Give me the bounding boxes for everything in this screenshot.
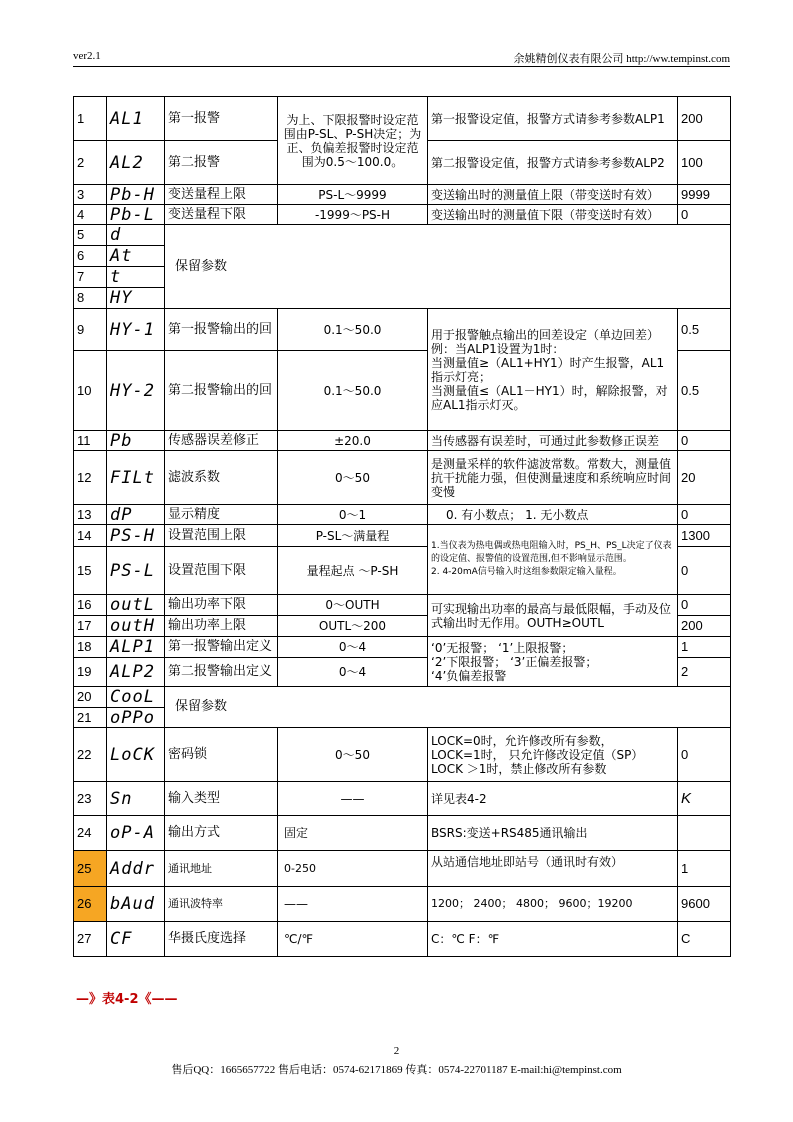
param-range: —— [278, 782, 428, 816]
page-number: 2 [393, 1045, 400, 1057]
param-range: ℃/℉ [278, 922, 428, 957]
param-default: K [678, 782, 731, 816]
param-name: 输出功率上限 [165, 616, 278, 637]
param-range: 0～OUTH [278, 595, 428, 616]
param-code: FILt [107, 451, 165, 505]
param-name: 输入类型 [165, 782, 278, 816]
row-number: 11 [74, 431, 107, 451]
param-name: 设置范围下限 [165, 547, 278, 595]
table-row [74, 887, 731, 922]
param-default: 9600 [678, 887, 731, 922]
param-code: PS-L [107, 547, 165, 595]
param-range: 0.1～50.0 [278, 309, 428, 351]
param-code: CooL [107, 687, 165, 708]
desc-line: 用于报警触点输出的回差设定（单边回差） [431, 327, 660, 342]
range-limit-desc [428, 525, 678, 595]
table-row [74, 816, 731, 851]
param-code: Pb-L [107, 205, 165, 225]
param-name: 密码锁 [165, 728, 278, 782]
row-number: 2 [74, 141, 107, 185]
param-default: 200 [678, 97, 731, 141]
row-number: 9 [74, 309, 107, 351]
param-code: HY-2 [107, 351, 165, 431]
table-row [74, 309, 731, 351]
desc-line: 当测量值≤（AL1－HY1）时，解除报警，对应AL1指示灯灭。 [431, 383, 668, 412]
param-name: 输出功率下限 [165, 595, 278, 616]
param-name: 变送量程上限 [165, 185, 278, 205]
row-number: 6 [74, 246, 107, 267]
param-code: d [107, 225, 165, 246]
table-row [74, 205, 731, 225]
param-range: P-SL～满量程 [278, 525, 428, 547]
param-default: 0 [678, 547, 731, 595]
param-name: 输出方式 [165, 816, 278, 851]
param-default: 2 [678, 658, 731, 687]
desc-line: LOCK=1时， 只允许修改设定值（SP） [431, 747, 644, 762]
param-desc: 1200； 2400； 4800； 9600；19200 [428, 887, 678, 922]
alarm-range-text: 为上、下限报警时设定范围由P-SL、P-SH决定；为正、负偏差报警时设定范围为0.5～100.0。 [283, 112, 422, 169]
hysteresis-desc [428, 309, 678, 431]
row-number: 5 [74, 225, 107, 246]
desc-line: ‘2’下限报警； ‘3’正偏差报警； [431, 654, 598, 669]
param-name: 第一报警 [165, 97, 278, 141]
param-default [678, 816, 731, 851]
param-default: 20 [678, 451, 731, 505]
param-desc: 变送输出时的测量值上限（带变送时有效） [428, 185, 678, 205]
param-default: 0 [678, 595, 731, 616]
param-name: 显示精度 [165, 505, 278, 525]
desc-line: 2. 4-20mA信号输入时这组参数限定输入量程。 [431, 567, 622, 577]
table-row [74, 185, 731, 205]
param-range: -1999～PS-H [278, 205, 428, 225]
param-default: 0.5 [678, 351, 731, 431]
param-range: 0.1～50.0 [278, 351, 428, 431]
desc-line: LOCK ＞1时，禁止修改所有参数 [431, 761, 607, 776]
param-code: ALP1 [107, 637, 165, 658]
row-number: 16 [74, 595, 107, 616]
param-desc: 详见表4-2 [428, 782, 678, 816]
row-number: 8 [74, 288, 107, 309]
param-range: 0～50 [278, 728, 428, 782]
param-name: 第二报警输出定义 [165, 658, 278, 687]
param-code: oPPo [107, 708, 165, 728]
table-row [74, 505, 731, 525]
row-number: 23 [74, 782, 107, 816]
version-label: ver2.1 [73, 50, 101, 62]
reserved-params: 保留参数 [165, 225, 731, 309]
param-code: AL2 [107, 141, 165, 185]
param-range: 0～50 [278, 451, 428, 505]
param-default: 0.5 [678, 309, 731, 351]
desc-line: 1.当仪表为热电偶或热电阻输入时，PS_H、PS_L决定了仪表的设定值、报警值的设置范围,但不影响显示范围。 [431, 541, 672, 564]
row-number: 20 [74, 687, 107, 708]
table-reference-heading: —》表4-2《—— [76, 992, 178, 1007]
param-name: 滤波系数 [165, 451, 278, 505]
param-code: Sn [107, 782, 165, 816]
param-desc: 是测量采样的软件滤波常数。常数大，测量值抗干扰能力强，但使测量速度和系统响应时间变慢 [428, 451, 678, 505]
param-code: Pb-H [107, 185, 165, 205]
row-number: 3 [74, 185, 107, 205]
param-name: 传感器误差修正 [165, 431, 278, 451]
page-footer: 售后QQ：1665657722 售后电话：0574-62171869 传真：0574-22701187 E-mail:hi@tempinst.com [171, 1064, 622, 1076]
desc-line: 当测量值≥（AL1+HY1）时产生报警，AL1指示灯亮； [431, 355, 665, 384]
desc-line: ‘0’无报警； ‘1’上限报警； [431, 640, 574, 655]
param-code: bAud [107, 887, 165, 922]
param-range: 0～4 [278, 637, 428, 658]
row-number: 18 [74, 637, 107, 658]
row-number: 1 [74, 97, 107, 141]
param-name: 通讯地址 [165, 851, 278, 887]
table-row [74, 851, 731, 887]
desc-line: 例：当ALP1设置为1时： [431, 341, 565, 356]
param-range: ±20.0 [278, 431, 428, 451]
table-row [74, 451, 731, 505]
desc-line: ‘4’负偏差报警 [431, 668, 507, 683]
param-range: 0～4 [278, 658, 428, 687]
param-code: AL1 [107, 97, 165, 141]
param-range: 固定 [278, 816, 428, 851]
param-desc: 从站通信地址即站号（通讯时有效） [428, 851, 678, 887]
param-range: OUTL～200 [278, 616, 428, 637]
param-default: 200 [678, 616, 731, 637]
param-desc: 当传感器有误差时，可通过此参数修正误差 [428, 431, 678, 451]
param-desc: C：℃ F：℉ [428, 922, 678, 957]
row-number: 25 [74, 851, 107, 887]
param-code: LoCK [107, 728, 165, 782]
param-name: 第二报警输出的回 [165, 351, 278, 431]
row-number: 21 [74, 708, 107, 728]
param-name: 第一报警输出的回 [165, 309, 278, 351]
param-range: PS-L～9999 [278, 185, 428, 205]
param-code: Pb [107, 431, 165, 451]
row-number: 15 [74, 547, 107, 595]
param-code: HY-1 [107, 309, 165, 351]
company-info: 余姚精创仪表有限公司 http://ww.tempinst.com [513, 53, 730, 65]
lock-desc [428, 728, 678, 782]
param-code: t [107, 267, 165, 288]
row-number: 17 [74, 616, 107, 637]
param-desc: 第一报警设定值，报警方式请参考参数ALP1 [428, 97, 678, 141]
param-name: 第一报警输出定义 [165, 637, 278, 658]
param-code: Addr [107, 851, 165, 887]
param-default: 1 [678, 637, 731, 658]
param-range [278, 97, 428, 185]
param-default: 0 [678, 505, 731, 525]
row-number: 12 [74, 451, 107, 505]
reserved-params: 保留参数 [165, 687, 731, 728]
table-row [74, 687, 731, 708]
param-code: oP-A [107, 816, 165, 851]
row-number: 10 [74, 351, 107, 431]
param-range: 量程起点 ～P-SH [278, 547, 428, 595]
row-number: 7 [74, 267, 107, 288]
table-row [74, 431, 731, 451]
param-default: 0 [678, 431, 731, 451]
param-name: 设置范围上限 [165, 525, 278, 547]
row-number: 19 [74, 658, 107, 687]
param-default: C [678, 922, 731, 957]
param-range: —— [278, 887, 428, 922]
param-code: outL [107, 595, 165, 616]
row-number: 24 [74, 816, 107, 851]
param-name: 第二报警 [165, 141, 278, 185]
table-row [74, 637, 731, 658]
param-default: 0 [678, 205, 731, 225]
param-code: ALP2 [107, 658, 165, 687]
param-desc: 变送输出时的测量值下限（带变送时有效） [428, 205, 678, 225]
row-number: 27 [74, 922, 107, 957]
table-row [74, 525, 731, 547]
param-default: 9999 [678, 185, 731, 205]
param-code: PS-H [107, 525, 165, 547]
desc-line: LOCK=0时，允许修改所有参数， [431, 733, 613, 748]
table-row [74, 922, 731, 957]
param-desc: BSRS:变送+RS485通讯输出 [428, 816, 678, 851]
table-row [74, 595, 731, 616]
table-row [74, 225, 731, 246]
param-name: 华摄氏度选择 [165, 922, 278, 957]
table-row [74, 782, 731, 816]
param-default: 1 [678, 851, 731, 887]
param-default: 0 [678, 728, 731, 782]
output-power-desc: 可实现输出功率的最高与最低限幅，手动及位式输出时无作用。OUTH≥OUTL [428, 595, 678, 637]
param-code: CF [107, 922, 165, 957]
param-default: 100 [678, 141, 731, 185]
page-header [73, 50, 730, 67]
param-name: 变送量程下限 [165, 205, 278, 225]
param-range: 0～1 [278, 505, 428, 525]
alarm-type-desc [428, 637, 678, 687]
parameter-table [73, 96, 731, 957]
param-desc: 0. 有小数点； 1. 无小数点 [428, 505, 678, 525]
param-code: dP [107, 505, 165, 525]
row-number: 26 [74, 887, 107, 922]
param-default: 1300 [678, 525, 731, 547]
param-code: outH [107, 616, 165, 637]
param-range: 0-250 [278, 851, 428, 887]
row-number: 22 [74, 728, 107, 782]
table-row [74, 97, 731, 141]
row-number: 14 [74, 525, 107, 547]
row-number: 13 [74, 505, 107, 525]
param-name: 通讯波特率 [165, 887, 278, 922]
param-desc: 第二报警设定值，报警方式请参考参数ALP2 [428, 141, 678, 185]
table-row [74, 728, 731, 782]
param-code: HY [107, 288, 165, 309]
param-code: At [107, 246, 165, 267]
row-number: 4 [74, 205, 107, 225]
